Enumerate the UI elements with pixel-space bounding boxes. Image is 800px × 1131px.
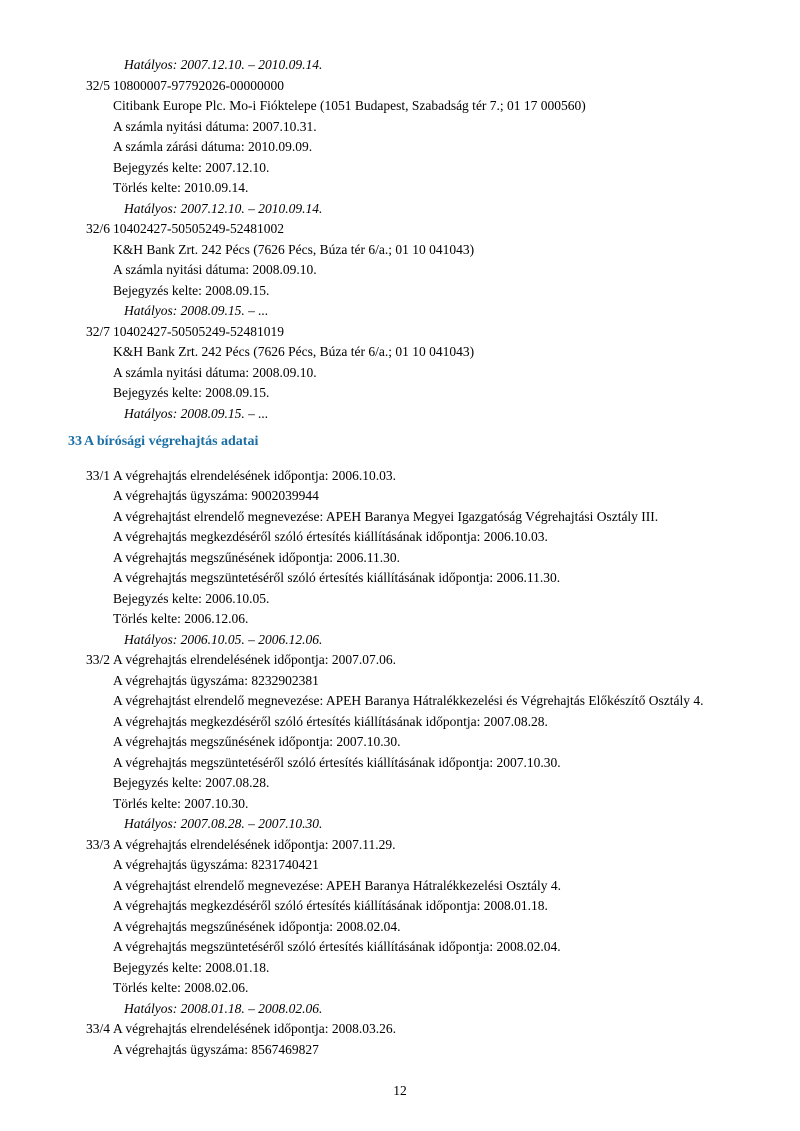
entry-line: Bejegyzés kelte: 2006.10.05. — [113, 590, 270, 606]
hatalyos-line: Hatályos: 2007.08.28. – 2007.10.30. — [124, 816, 323, 831]
entry-line: A végrehajtás megkezdéséről szóló értesítés kiállításának időpontja: 2006.10.03. — [113, 529, 548, 544]
hatalyos-line: Hatályos: 2008.01.18. – 2008.02.06. — [124, 1000, 323, 1016]
entry-line: A számla nyitási dátuma: 2008.09.10. — [113, 364, 317, 380]
hatalyos-line: Hatályos: 2008.09.15. – ... — [124, 405, 269, 421]
entry-line: K&H Bank Zrt. 242 Pécs (7626 Pécs, Búza tér 6/a.; 01 10 041043) — [113, 241, 475, 257]
registry-entry — [0, 219, 800, 322]
entry-line: A végrehajtás ügyszáma: 8567469827 — [113, 1041, 319, 1057]
entry-line: A végrehajtás megszűnésének időpontja: 2007.10.30. — [113, 734, 401, 749]
hatalyos-line: Hatályos: 2007.12.10. – 2010.09.14. — [124, 200, 323, 216]
document-content — [0, 55, 800, 1060]
entry-number: 33/1 — [86, 467, 111, 483]
entry-line: Citibank Europe Plc. Mo-i Fióktelepe (1051 Budapest, Szabadság tér 7.; 01 17 000560) — [113, 98, 586, 113]
entry-number: 33/4 — [86, 1021, 111, 1036]
section-heading — [0, 432, 800, 453]
registry-entry — [0, 322, 800, 425]
section-number: 33 — [68, 434, 82, 449]
entry-number: 32/5 — [86, 77, 111, 93]
entry-lines — [113, 55, 800, 76]
page-number: 12 — [393, 1083, 407, 1098]
hatalyos-line: Hatályos: 2006.10.05. – 2006.12.06. — [124, 631, 323, 647]
entry-line: A végrehajtás ügyszáma: 8231740421 — [113, 857, 319, 872]
entry-lines — [113, 219, 800, 322]
entry-line: A végrehajtás megszűnésének időpontja: 2006.11.30. — [113, 549, 401, 565]
entry-number: 33/2 — [86, 652, 111, 667]
entry-line: A számla nyitási dátuma: 2007.10.31. — [113, 118, 317, 134]
entry-line: A számla nyitási dátuma: 2008.09.10. — [113, 262, 317, 277]
entry-lines — [113, 1019, 800, 1060]
entry-line: A számla zárási dátuma: 2010.09.09. — [113, 139, 313, 154]
section-title: A bírósági végrehajtás adatai — [84, 434, 259, 449]
entry-line: Törlés kelte: 2008.02.06. — [113, 980, 249, 995]
entry-line: A végrehajtás ügyszáma: 9002039944 — [113, 488, 319, 503]
entry-number: 33/3 — [86, 836, 111, 852]
entry-line: 10402427-50505249-52481019 — [113, 323, 284, 339]
hatalyos-line: Hatályos: 2008.09.15. – ... — [124, 303, 269, 318]
entry-line: A végrehajtás elrendelésének időpontja: 2007.11.29. — [113, 836, 396, 852]
registry-entry — [0, 650, 800, 835]
entry-line: A végrehajtás ügyszáma: 8232902381 — [113, 672, 319, 688]
entry-line: A végrehajtás megszüntetéséről szóló értesítés kiállításának időpontja: 2007.10.30. — [113, 754, 561, 770]
entry-line: A végrehajtás elrendelésének időpontja: 2007.07.06. — [113, 652, 397, 667]
registry-entry — [0, 835, 800, 1020]
entry-line: A végrehajtást elrendelő megnevezése: APEH Baranya Megyei Igazgatóság Végrehajtási Osztály III. — [113, 508, 659, 524]
entry-line: Bejegyzés kelte: 2008.09.15. — [113, 282, 270, 298]
entry-line: A végrehajtás elrendelésének időpontja: 2008.03.26. — [113, 1021, 397, 1036]
entry-lines — [113, 835, 800, 1020]
registry-entry — [0, 76, 800, 220]
entry-line: Bejegyzés kelte: 2008.01.18. — [113, 959, 270, 975]
entry-lines — [113, 76, 800, 220]
entry-line: A végrehajtás megkezdéséről szóló értesítés kiállításának időpontja: 2007.08.28. — [113, 713, 548, 729]
entry-number: 32/6 — [86, 221, 111, 236]
entry-line: K&H Bank Zrt. 242 Pécs (7626 Pécs, Búza tér 6/a.; 01 10 041043) — [113, 344, 475, 359]
entry-line: A végrehajtást elrendelő megnevezése: APEH Baranya Hátralékkezelési és Végrehajtás Előkészítő Osztály 4. — [113, 693, 704, 708]
entry-line: A végrehajtás megkezdéséről szóló értesítés kiállításának időpontja: 2008.01.18. — [113, 898, 548, 913]
entry-line: Bejegyzés kelte: 2007.08.28. — [113, 775, 270, 790]
entry-line: Törlés kelte: 2007.10.30. — [113, 795, 249, 811]
entry-line: Törlés kelte: 2010.09.14. — [113, 180, 249, 195]
entry-lines — [113, 322, 800, 425]
registry-entry — [0, 466, 800, 651]
entry-line: Törlés kelte: 2006.12.06. — [113, 611, 249, 626]
registry-entry — [0, 1019, 800, 1060]
entry-line: A végrehajtás megszüntetéséről szóló értesítés kiállításának időpontja: 2006.11.30. — [113, 570, 561, 585]
entry-line: Bejegyzés kelte: 2008.09.15. — [113, 385, 270, 400]
entry-lines — [113, 466, 800, 651]
entry-lines — [113, 650, 800, 835]
entry-number: 32/7 — [86, 323, 111, 339]
entry-line: 10800007-97792026-00000000 — [113, 77, 284, 93]
entry-line: A végrehajtás elrendelésének időpontja: 2006.10.03. — [113, 467, 397, 483]
entry-line: A végrehajtás megszűnésének időpontja: 2008.02.04. — [113, 918, 401, 934]
entry-line: 10402427-50505249-52481002 — [113, 221, 284, 236]
entry-line: Bejegyzés kelte: 2007.12.10. — [113, 159, 270, 175]
registry-entry — [0, 55, 800, 76]
entry-line: A végrehajtást elrendelő megnevezése: APEH Baranya Hátralékkezelési Osztály 4. — [113, 877, 561, 893]
entry-line: A végrehajtás megszüntetéséről szóló értesítés kiállításának időpontja: 2008.02.04. — [113, 939, 561, 954]
hatalyos-line: Hatályos: 2007.12.10. – 2010.09.14. — [124, 57, 323, 72]
